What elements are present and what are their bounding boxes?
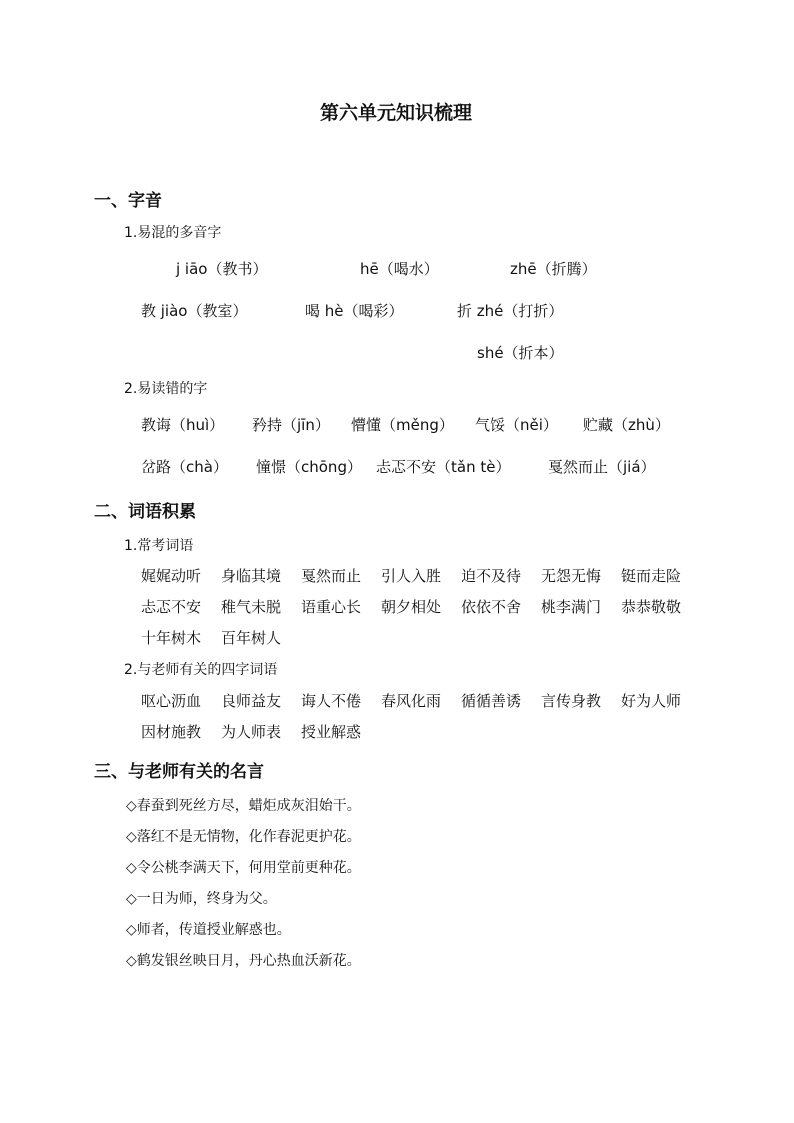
- page-title: 第六单元知识梳理: [320, 102, 473, 124]
- polyphone-zhe-1: zhē（折腾）: [510, 260, 597, 278]
- word-item: 桃李满门: [541, 598, 602, 616]
- word-item: 迫不及待: [461, 567, 522, 585]
- quote-line: ◇一日为师，终身为父。: [126, 891, 277, 907]
- word-item: 百年树人: [221, 629, 282, 647]
- subheading-teacher-words: 2.与老师有关的四字词语: [124, 662, 278, 678]
- word-item: 十年树木: [141, 629, 202, 647]
- word-item: 铤而走险: [621, 567, 682, 585]
- word-item: 良师益友: [221, 692, 282, 710]
- word-item: 朝夕相处: [381, 598, 442, 616]
- word-item: 春风化雨: [381, 692, 442, 710]
- word-item: 授业解惑: [301, 723, 362, 741]
- polyphone-he-1: hē（喝水）: [360, 260, 439, 278]
- misread-item: 忐忑不安（tǎn tè）: [376, 458, 511, 476]
- subheading-misread: 2.易读错的字: [124, 381, 208, 397]
- word-item: 因材施教: [141, 723, 202, 741]
- word-item: 语重心长: [301, 598, 362, 616]
- misread-item: 戛然而止（jiá）: [548, 458, 656, 476]
- misread-item: 懵懂（měng）: [351, 416, 454, 434]
- word-item: 为人师表: [221, 723, 282, 741]
- word-item: 恭恭敬敬: [621, 598, 682, 616]
- quote-line: ◇鹤发银丝映日月，丹心热血沃新花。: [126, 953, 361, 969]
- quote-line: ◇令公桃李满天下，何用堂前更种花。: [126, 860, 361, 876]
- misread-item: 岔路（chà）: [141, 458, 228, 476]
- misread-item: 气馁（něi）: [475, 416, 558, 434]
- section-heading-quotes: 三、与老师有关的名言: [94, 762, 264, 782]
- section-heading-vocabulary: 二、词语积累: [94, 502, 196, 522]
- quote-line: ◇落红不是无情物，化作春泥更护花。: [126, 829, 361, 845]
- word-item: 稚气未脱: [221, 598, 282, 616]
- word-item: 呕心沥血: [141, 692, 202, 710]
- word-item: 戛然而止: [301, 567, 362, 585]
- misread-item: 教诲（huì）: [141, 416, 225, 434]
- word-item: 引人入胜: [381, 567, 442, 585]
- word-item: 依依不舍: [461, 598, 522, 616]
- section-heading-pronunciation: 一、字音: [94, 191, 162, 211]
- word-item: 身临其境: [221, 567, 282, 585]
- word-item: 循循善诱: [461, 692, 522, 710]
- polyphone-she: shé（折本）: [477, 344, 564, 362]
- word-item: 言传身教: [541, 692, 602, 710]
- polyphone-jiao-1: j iāo（教书）: [176, 260, 268, 278]
- word-item: 忐忑不安: [141, 598, 202, 616]
- polyphone-jiao-2: 教 jiào（教室）: [141, 302, 248, 320]
- misread-item: 矜持（jīn）: [252, 416, 330, 434]
- subheading-common-words: 1.常考词语: [124, 538, 194, 554]
- subheading-polyphones: 1.易混的多音字: [124, 225, 222, 241]
- misread-item: 憧憬（chōng）: [256, 458, 362, 476]
- quote-line: ◇师者，传道授业解惑也。: [126, 922, 291, 938]
- misread-item: 贮藏（zhù）: [583, 416, 670, 434]
- quote-line: ◇春蚕到死丝方尽，蜡炬成灰泪始干。: [126, 798, 361, 814]
- word-item: 诲人不倦: [301, 692, 362, 710]
- word-item: 娓娓动听: [141, 567, 202, 585]
- polyphone-zhe-2: 折 zhé（打折）: [457, 302, 564, 320]
- polyphone-he-2: 喝 hè（喝彩）: [305, 302, 404, 320]
- word-item: 好为人师: [621, 692, 682, 710]
- word-item: 无怨无悔: [541, 567, 602, 585]
